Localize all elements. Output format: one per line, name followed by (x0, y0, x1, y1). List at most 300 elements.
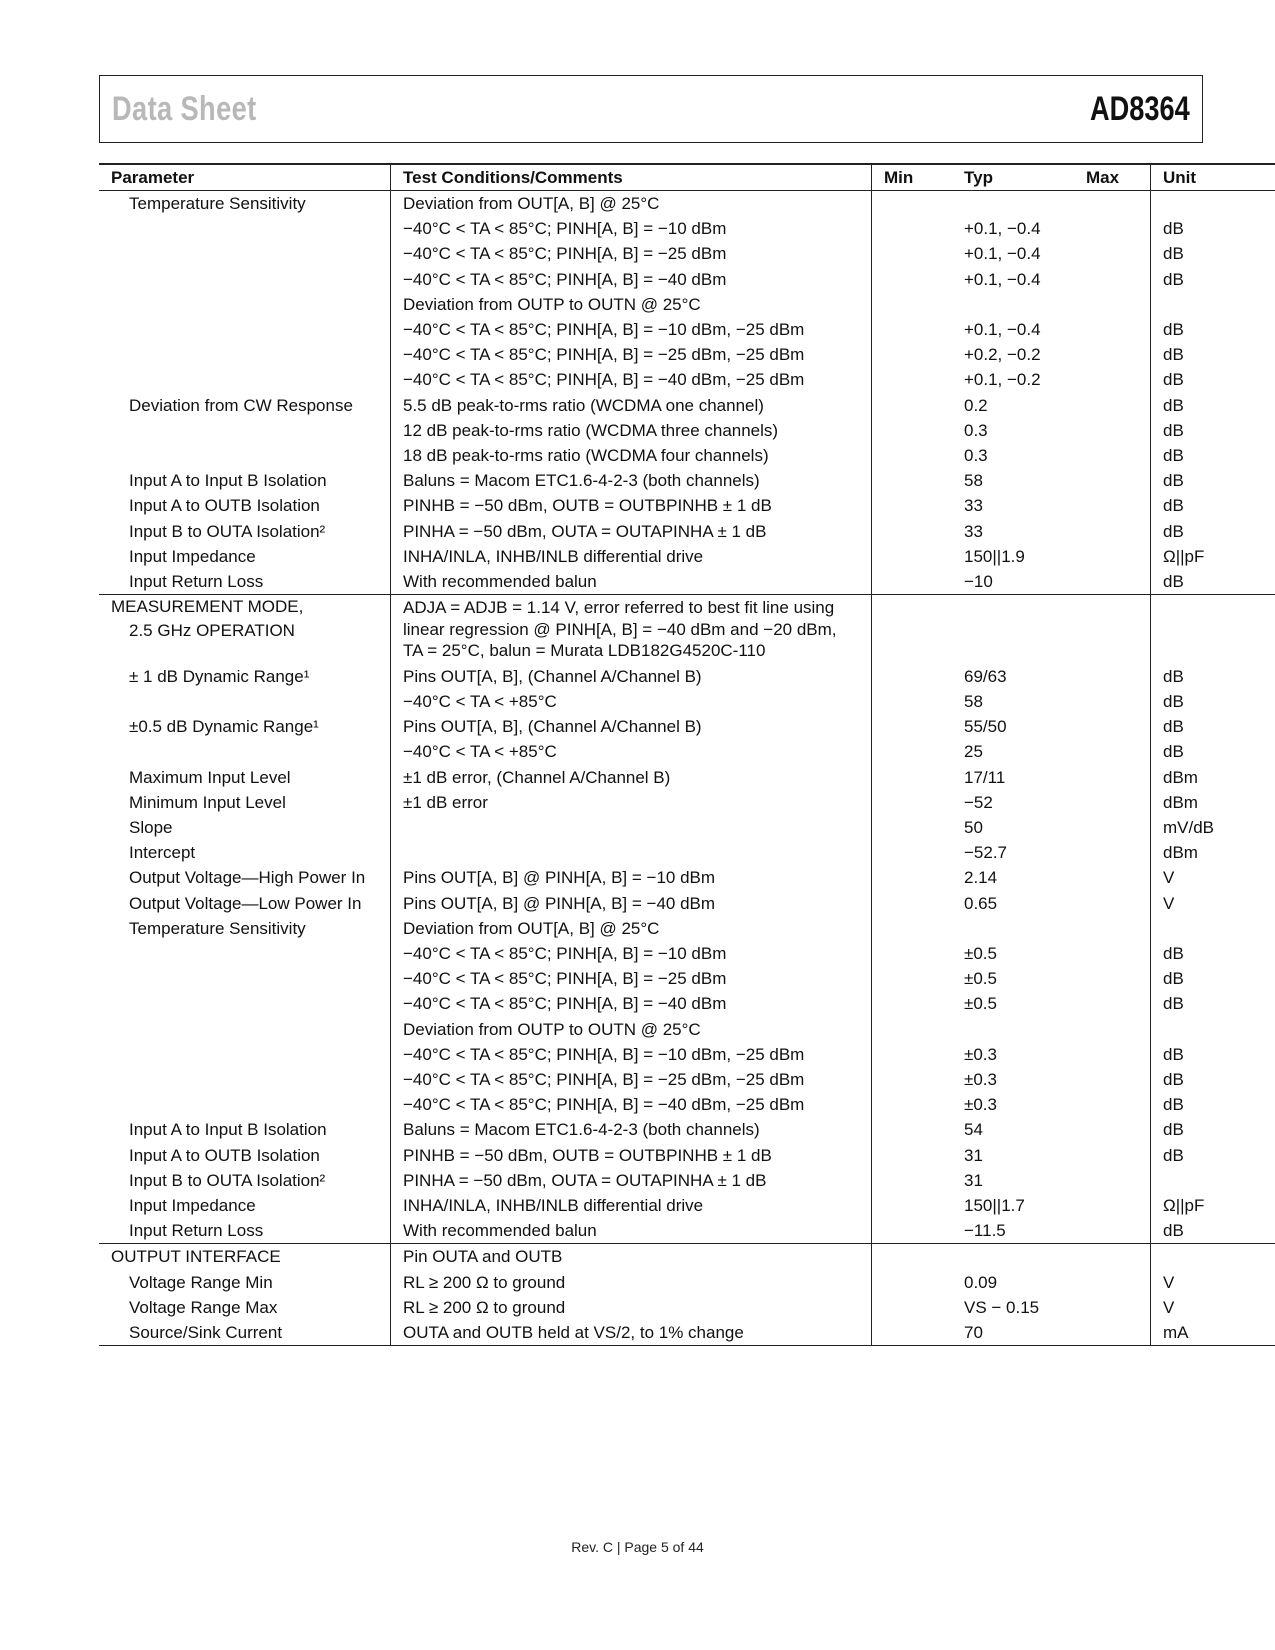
unit-cell: dB (1163, 420, 1184, 440)
max-cell (1074, 1193, 1151, 1218)
parameter-cell (99, 342, 391, 367)
table-row (99, 689, 1275, 714)
typ-cell: −11.5 (964, 1221, 1006, 1241)
min-cell (872, 815, 953, 840)
typ-cell: +0.1, −0.4 (964, 219, 1041, 239)
table-row (99, 1244, 1275, 1270)
max-cell (1074, 191, 1151, 217)
parameter-cell: Input Return Loss (99, 569, 391, 595)
typ-cell: 17/11 (964, 767, 1006, 787)
min-cell (872, 1218, 953, 1244)
typ-cell: 58 (964, 691, 983, 711)
max-cell (1074, 689, 1151, 714)
condition-cell: −40°C < TA < +85°C (391, 739, 872, 764)
min-cell (872, 493, 953, 518)
min-cell (872, 367, 953, 392)
table-row (99, 765, 1275, 790)
parameter-cell: Input A to OUTB Isolation (99, 1143, 391, 1168)
parameter-cell (99, 1017, 391, 1042)
unit-cell: dB (1163, 572, 1184, 592)
typ-cell: −52 (964, 792, 993, 812)
unit-cell: dB (1163, 345, 1184, 365)
parameter-cell: Temperature Sensitivity (99, 916, 391, 941)
parameter-line: 2.5 GHz OPERATION (129, 621, 295, 641)
parameter-cell: Deviation from CW Response (99, 393, 391, 418)
max-cell (1074, 941, 1151, 966)
parameter-cell: Voltage Range Max (99, 1295, 391, 1320)
table-row (99, 519, 1275, 544)
parameter-cell: Input Impedance (99, 544, 391, 569)
parameter-cell: Temperature Sensitivity (99, 191, 391, 217)
column-header-min: Min (872, 164, 953, 191)
unit-cell (1151, 1017, 1275, 1042)
min-cell (872, 1244, 953, 1270)
condition-cell: Deviation from OUTP to OUTN @ 25°C (391, 1017, 872, 1042)
min-cell (872, 966, 953, 991)
unit-cell (1151, 292, 1275, 317)
max-cell (1074, 317, 1151, 342)
typ-cell: 54 (964, 1120, 983, 1140)
parameter-cell: ± 1 dB Dynamic Range¹ (99, 664, 391, 689)
condition-cell: Deviation from OUT[A, B] @ 25°C (391, 191, 872, 217)
condition-cell: INHA/INLA, INHB/INLB differential drive (391, 544, 872, 569)
condition-cell: −40°C < TA < 85°C; PINH[A, B] = −25 dBm, −25 dBm (391, 1067, 872, 1092)
parameter-line: MEASUREMENT MODE, (111, 597, 304, 617)
condition-cell: Pins OUT[A, B] @ PINH[A, B] = −40 dBm (391, 891, 872, 916)
unit-cell (1151, 1244, 1275, 1270)
condition-cell: Baluns = Macom ETC1.6-4-2-3 (both channels) (391, 468, 872, 493)
typ-cell: 150||1.9 (964, 546, 1025, 566)
table-row (99, 991, 1275, 1016)
min-cell (872, 191, 953, 217)
typ-cell (952, 1244, 1074, 1270)
typ-cell: 69/63 (964, 666, 1007, 686)
max-cell (1074, 418, 1151, 443)
parameter-cell: Source/Sink Current (99, 1320, 391, 1346)
min-cell (872, 292, 953, 317)
parameter-cell (99, 595, 391, 664)
unit-cell: mV/dB (1163, 817, 1215, 837)
typ-cell (952, 292, 1074, 317)
parameter-cell (99, 1092, 391, 1117)
table-row (99, 493, 1275, 518)
table-row (99, 916, 1275, 941)
typ-cell: 0.65 (964, 893, 998, 913)
unit-cell: dB (1163, 1044, 1184, 1064)
typ-cell: VS − 0.15 (964, 1297, 1040, 1317)
condition-cell: 12 dB peak-to-rms ratio (WCDMA three channels) (391, 418, 872, 443)
condition-cell: RL ≥ 200 Ω to ground (391, 1295, 872, 1320)
unit-cell: dB (1163, 1120, 1184, 1140)
parameter-cell: Maximum Input Level (99, 765, 391, 790)
max-cell (1074, 714, 1151, 739)
table-row (99, 1117, 1275, 1142)
unit-cell: dB (1163, 1221, 1184, 1241)
typ-cell: 33 (964, 496, 983, 516)
min-cell (872, 1042, 953, 1067)
max-cell (1074, 1244, 1151, 1270)
min-cell (872, 393, 953, 418)
max-cell (1074, 493, 1151, 518)
column-header-max: Max (1074, 164, 1151, 191)
max-cell (1074, 739, 1151, 764)
typ-cell: 70 (952, 1320, 1074, 1346)
unit-cell: dB (1163, 943, 1184, 963)
parameter-cell (99, 991, 391, 1016)
min-cell (872, 1117, 953, 1142)
condition-cell: PINHB = −50 dBm, OUTB = OUTBPINHB ± 1 dB (391, 1143, 872, 1168)
parameter-cell (99, 216, 391, 241)
condition-cell (391, 840, 872, 865)
parameter-cell: Input Impedance (99, 1193, 391, 1218)
unit-cell (1151, 191, 1275, 217)
typ-cell: 2.14 (964, 868, 998, 888)
table-row (99, 840, 1275, 865)
typ-cell: +0.1, −0.4 (964, 320, 1041, 340)
min-cell (872, 267, 953, 292)
table-row (99, 393, 1275, 418)
typ-cell: ±0.5 (964, 943, 997, 963)
max-cell (1074, 216, 1151, 241)
min-cell (872, 544, 953, 569)
unit-cell: dB (1163, 244, 1184, 264)
condition-line: ADJA = ADJB = 1.14 V, error referred to best fit line using (403, 598, 835, 618)
min-cell (872, 519, 953, 544)
min-cell (872, 765, 953, 790)
table-row (99, 1017, 1275, 1042)
min-cell (872, 714, 953, 739)
unit-cell: dB (1163, 395, 1184, 415)
parameter-cell (99, 941, 391, 966)
min-cell (872, 342, 953, 367)
max-cell (1074, 595, 1151, 664)
typ-cell: +0.1, −0.4 (964, 244, 1041, 264)
parameter-cell (99, 292, 391, 317)
unit-cell: Ω||pF (1163, 1196, 1205, 1216)
parameter-cell: Voltage Range Min (99, 1270, 391, 1295)
condition-cell: −40°C < TA < 85°C; PINH[A, B] = −10 dBm (391, 941, 872, 966)
column-header-typ: Typ (952, 164, 1074, 191)
unit-cell: dB (1163, 219, 1184, 239)
condition-cell: ±1 dB error, (Channel A/Channel B) (391, 765, 872, 790)
table-header-row (99, 164, 1275, 191)
typ-cell: 55/50 (964, 717, 1007, 737)
unit-cell: dB (1163, 1070, 1184, 1089)
table-row (99, 815, 1275, 840)
table-row (99, 342, 1275, 367)
parameter-cell (99, 267, 391, 292)
table-row (99, 241, 1275, 266)
typ-cell: ±0.3 (964, 1095, 997, 1115)
max-cell (1074, 966, 1151, 991)
table-row (99, 1218, 1275, 1244)
table-row (99, 1295, 1275, 1320)
condition-cell: Deviation from OUTP to OUTN @ 25°C (391, 292, 872, 317)
min-cell (872, 317, 953, 342)
condition-cell: −40°C < TA < 85°C; PINH[A, B] = −40 dBm (391, 267, 872, 292)
typ-cell (952, 595, 1074, 664)
parameter-cell (99, 418, 391, 443)
min-cell (872, 840, 953, 865)
part-number: AD8364 (1090, 90, 1190, 128)
unit-cell: dBm (1163, 767, 1198, 787)
condition-cell: RL ≥ 200 Ω to ground (391, 1270, 872, 1295)
parameter-cell: ±0.5 dB Dynamic Range¹ (99, 714, 391, 739)
max-cell (1074, 1168, 1151, 1193)
min-cell (872, 865, 953, 890)
unit-cell: V (1163, 893, 1175, 913)
parameter-cell (99, 367, 391, 392)
min-cell (872, 790, 953, 815)
condition-cell: −40°C < TA < 85°C; PINH[A, B] = −10 dBm, −25 dBm (391, 317, 872, 342)
table-row (99, 418, 1275, 443)
max-cell (1074, 891, 1151, 916)
unit-cell: dB (1163, 370, 1184, 390)
table-row (99, 468, 1275, 493)
typ-cell: 31 (964, 1170, 983, 1190)
table-row (99, 367, 1275, 392)
max-cell (1074, 1270, 1151, 1295)
condition-cell (391, 595, 872, 664)
max-cell (1074, 241, 1151, 266)
table-row (99, 739, 1275, 764)
min-cell (872, 1270, 953, 1295)
max-cell (1074, 367, 1151, 392)
typ-cell (952, 1017, 1074, 1042)
condition-cell: −40°C < TA < 85°C; PINH[A, B] = −25 dBm (391, 241, 872, 266)
min-cell (872, 991, 953, 1016)
unit-cell: dB (1163, 717, 1184, 737)
unit-cell: dB (1163, 496, 1184, 516)
parameter-cell: Slope (99, 815, 391, 840)
typ-cell: ±0.3 (964, 1070, 997, 1089)
unit-cell: dBm (1163, 792, 1198, 812)
column-header-test-conditions: Test Conditions/Comments (391, 164, 872, 191)
unit-cell: dB (1163, 666, 1184, 686)
min-cell (872, 1320, 953, 1346)
typ-cell (952, 191, 1074, 217)
typ-cell (952, 916, 1074, 941)
typ-cell: 150||1.7 (964, 1196, 1025, 1216)
max-cell (1074, 1117, 1151, 1142)
typ-cell: +0.1, −0.2 (964, 370, 1041, 390)
typ-cell: 0.3 (964, 420, 988, 440)
parameter-cell: Input A to Input B Isolation (99, 468, 391, 493)
unit-cell: V (1163, 1272, 1175, 1292)
table-row (99, 714, 1275, 739)
min-cell (872, 689, 953, 714)
table-row (99, 664, 1275, 689)
min-cell (872, 1092, 953, 1117)
min-cell (872, 1295, 953, 1320)
table-row (99, 1320, 1275, 1346)
condition-cell: INHA/INLA, INHB/INLB differential drive (391, 1193, 872, 1218)
max-cell (1074, 1067, 1151, 1092)
condition-cell: OUTA and OUTB held at VS/2, to 1% change (391, 1320, 872, 1346)
condition-cell: Pin OUTA and OUTB (391, 1244, 872, 1270)
parameter-cell (99, 443, 391, 468)
typ-cell: 31 (964, 1145, 983, 1165)
unit-cell: dB (1163, 521, 1184, 541)
max-cell (1074, 393, 1151, 418)
max-cell (1074, 468, 1151, 493)
table-row (99, 1193, 1275, 1218)
condition-cell: −40°C < TA < 85°C; PINH[A, B] = −10 dBm (391, 216, 872, 241)
typ-cell: +0.2, −0.2 (964, 345, 1041, 365)
unit-cell (1151, 1168, 1275, 1193)
unit-cell (1151, 916, 1275, 941)
table-row (99, 891, 1275, 916)
column-header-parameter: Parameter (99, 164, 391, 191)
condition-cell: Baluns = Macom ETC1.6-4-2-3 (both channels) (391, 1117, 872, 1142)
typ-cell: 50 (964, 817, 983, 837)
parameter-cell: Output Voltage—Low Power In (99, 891, 391, 916)
min-cell (872, 739, 953, 764)
min-cell (872, 595, 953, 664)
typ-cell: 33 (964, 521, 983, 541)
condition-line: TA = 25°C, balun = Murata LDB182G4520C-110 (403, 641, 766, 661)
condition-cell: 18 dB peak-to-rms ratio (WCDMA four channels) (391, 443, 872, 468)
table-row (99, 544, 1275, 569)
table-row (99, 595, 1275, 664)
max-cell (1074, 292, 1151, 317)
unit-cell: dB (1163, 1095, 1184, 1115)
max-cell (1074, 765, 1151, 790)
max-cell (1074, 1017, 1151, 1042)
parameter-cell: Minimum Input Level (99, 790, 391, 815)
parameter-cell: Input B to OUTA Isolation² (99, 519, 391, 544)
condition-cell: −40°C < TA < 85°C; PINH[A, B] = −40 dBm, −25 dBm (391, 367, 872, 392)
column-header-unit: Unit (1151, 164, 1275, 191)
max-cell (1074, 664, 1151, 689)
table-row (99, 317, 1275, 342)
max-cell (1074, 1092, 1151, 1117)
min-cell (872, 216, 953, 241)
parameter-cell: Input Return Loss (99, 1218, 391, 1244)
table-row (99, 267, 1275, 292)
specifications-table (99, 163, 1275, 1346)
condition-cell: −40°C < TA < 85°C; PINH[A, B] = −25 dBm, −25 dBm (391, 342, 872, 367)
typ-cell: −10 (964, 572, 993, 592)
condition-cell: Deviation from OUT[A, B] @ 25°C (391, 916, 872, 941)
unit-cell: dB (1163, 1145, 1184, 1165)
min-cell (872, 468, 953, 493)
condition-line: linear regression @ PINH[A, B] = −40 dBm and −20 dBm, (403, 619, 837, 639)
parameter-cell: OUTPUT INTERFACE (99, 1244, 391, 1270)
unit-cell: V (1163, 1297, 1175, 1317)
max-cell (1074, 443, 1151, 468)
parameter-cell: Output Voltage—High Power In (99, 865, 391, 890)
max-cell (1074, 991, 1151, 1016)
min-cell (872, 916, 953, 941)
parameter-cell (99, 966, 391, 991)
min-cell (872, 891, 953, 916)
typ-cell: 0.09 (964, 1272, 998, 1292)
table-row (99, 966, 1275, 991)
parameter-cell (99, 739, 391, 764)
typ-cell: ±0.5 (964, 994, 997, 1014)
condition-cell: PINHA = −50 dBm, OUTA = OUTAPINHA ± 1 dB (391, 519, 872, 544)
max-cell (1074, 569, 1151, 595)
table-row (99, 1067, 1275, 1092)
condition-cell: −40°C < TA < 85°C; PINH[A, B] = −25 dBm (391, 966, 872, 991)
table-row (99, 216, 1275, 241)
page-header (99, 75, 1203, 143)
min-cell (872, 569, 953, 595)
table-row (99, 191, 1275, 217)
typ-cell: +0.1, −0.4 (964, 269, 1041, 289)
condition-cell: 5.5 dB peak-to-rms ratio (WCDMA one channel) (391, 393, 872, 418)
typ-cell: 58 (964, 471, 983, 491)
parameter-cell (99, 1067, 391, 1092)
min-cell (872, 443, 953, 468)
min-cell (872, 1193, 953, 1218)
condition-cell: Pins OUT[A, B], (Channel A/Channel B) (391, 714, 872, 739)
condition-cell: PINHA = −50 dBm, OUTA = OUTAPINHA ± 1 dB (391, 1168, 872, 1193)
parameter-cell (99, 1042, 391, 1067)
unit-cell: dB (1163, 994, 1184, 1014)
table-row (99, 865, 1275, 890)
min-cell (872, 241, 953, 266)
condition-cell (391, 815, 872, 840)
condition-cell: With recommended balun (391, 1218, 872, 1244)
parameter-cell: Input A to OUTB Isolation (99, 493, 391, 518)
unit-cell: dBm (1163, 843, 1198, 863)
parameter-cell: Intercept (99, 840, 391, 865)
table-row (99, 569, 1275, 595)
min-cell (872, 418, 953, 443)
table-body (99, 191, 1275, 1346)
table-row (99, 292, 1275, 317)
condition-cell: ±1 dB error (391, 790, 872, 815)
unit-cell: dB (1163, 969, 1184, 989)
typ-cell: ±0.5 (964, 969, 997, 989)
unit-cell (1151, 595, 1275, 664)
condition-cell: PINHB = −50 dBm, OUTB = OUTBPINHB ± 1 dB (391, 493, 872, 518)
unit-cell: dB (1163, 742, 1184, 762)
doc-type-label: Data Sheet (112, 90, 257, 128)
parameter-cell (99, 317, 391, 342)
min-cell (872, 941, 953, 966)
table-row (99, 1143, 1275, 1168)
unit-cell: V (1163, 868, 1175, 888)
table-row (99, 1042, 1275, 1067)
min-cell (872, 1067, 953, 1092)
min-cell (872, 664, 953, 689)
parameter-cell (99, 241, 391, 266)
parameter-cell: Input B to OUTA Isolation² (99, 1168, 391, 1193)
condition-cell: −40°C < TA < 85°C; PINH[A, B] = −40 dBm (391, 991, 872, 1016)
page-footer: Rev. C | Page 5 of 44 (571, 1539, 704, 1555)
max-cell (1074, 840, 1151, 865)
min-cell (872, 1017, 953, 1042)
typ-cell: 25 (964, 742, 983, 762)
min-cell (872, 1168, 953, 1193)
typ-cell: −52.7 (964, 843, 1008, 863)
condition-cell: Pins OUT[A, B] @ PINH[A, B] = −10 dBm (391, 865, 872, 890)
max-cell (1074, 865, 1151, 890)
max-cell (1074, 1320, 1151, 1346)
typ-cell: ±0.3 (964, 1044, 997, 1064)
table-row (99, 443, 1275, 468)
table-row (99, 790, 1275, 815)
table-row (99, 1092, 1275, 1117)
parameter-cell: Input A to Input B Isolation (99, 1117, 391, 1142)
unit-cell: dB (1163, 691, 1184, 711)
max-cell (1074, 1218, 1151, 1244)
max-cell (1074, 544, 1151, 569)
table-row (99, 941, 1275, 966)
